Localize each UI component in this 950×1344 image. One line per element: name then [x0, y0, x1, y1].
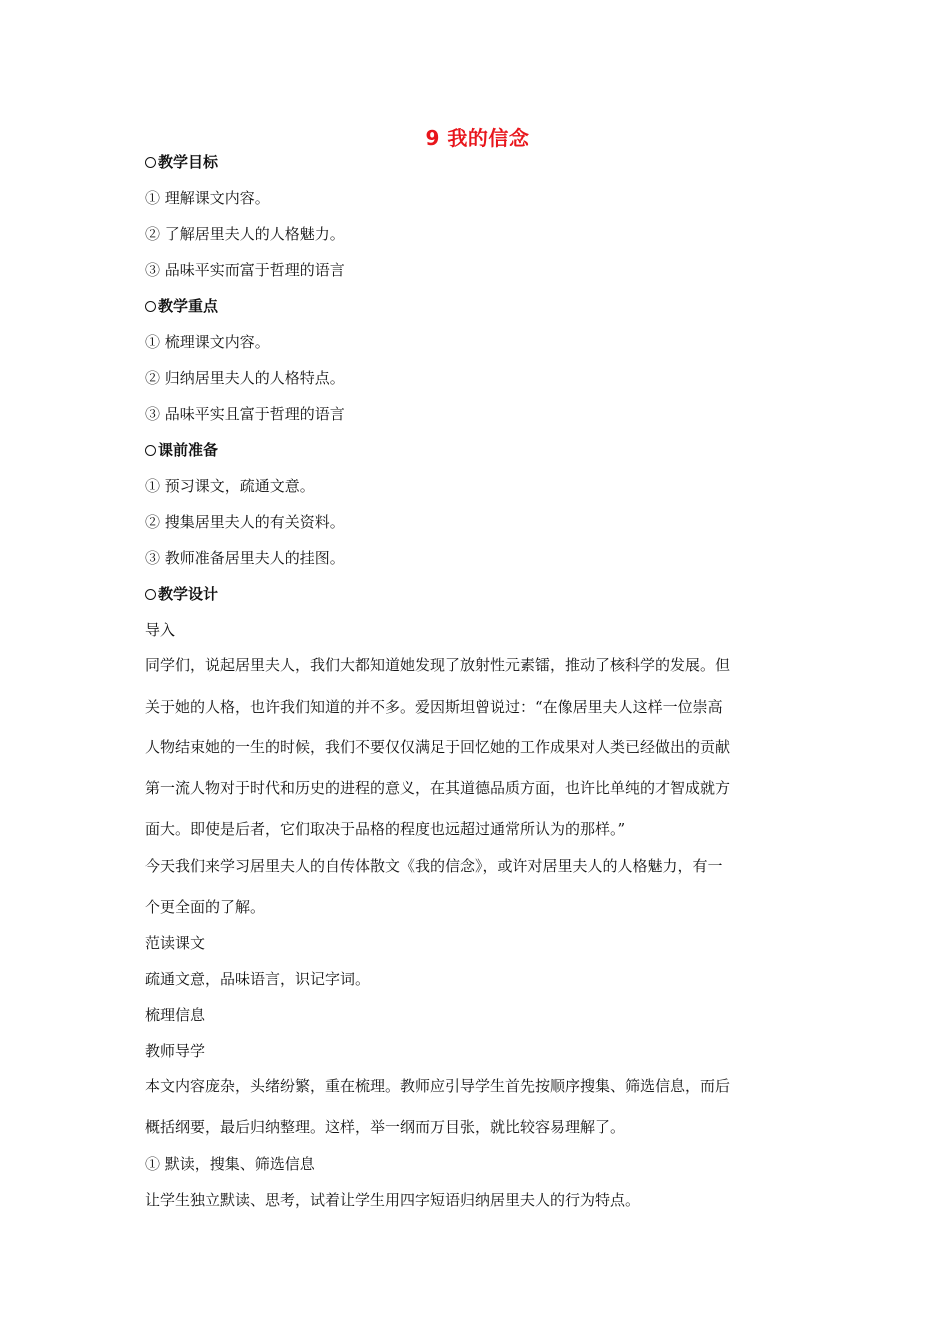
guide-label: 教师导学 [145, 1042, 206, 1060]
step1-text: 让学生独立默读、思考，试着让学生用四字短语归纳居里夫人的行为特点。 [145, 1191, 641, 1209]
section-heading-design: 教学设计 [145, 584, 810, 604]
today-paragraph-line: 个更全面的了解。 [145, 898, 266, 916]
key-point-item: ② 归纳居里夫人的人格特点。 [145, 369, 345, 387]
intro-label: 导入 [145, 621, 176, 639]
preparation-item: ② 搜集居里夫人的有关资料。 [145, 513, 345, 531]
intro-paragraph-line: 第一流人物对于时代和历史的进程的意义，在其道德品质方面，也许比单纯的才智成就方 [145, 779, 731, 797]
circle-bullet-icon [145, 301, 156, 312]
section-heading-objectives: 教学目标 [145, 152, 810, 172]
step1-label: ① 默读，搜集、筛选信息 [145, 1155, 315, 1173]
guide-paragraph-line: 概括纲要，最后归纳整理。这样，举一纲而万目张，就比较容易理解了。 [145, 1118, 626, 1136]
intro-paragraph-line: 人物结束她的一生的时候，我们不要仅仅满足于回忆她的工作成果对人类已经做出的贡献 [145, 738, 731, 756]
section-heading-key-points: 教学重点 [145, 296, 810, 316]
objective-item: ③ 品味平实而富于哲理的语言 [145, 261, 345, 279]
circle-bullet-icon [145, 157, 156, 168]
intro-paragraph-line: 关于她的人格，也许我们知道的并不多。爱因斯坦曾说过：“在像居里夫人这样一位崇高 [145, 698, 723, 716]
guide-paragraph-line: 本文内容庞杂，头绪纷繁，重在梳理。教师应引导学生首先按顺序搜集、筛选信息，而后 [145, 1077, 731, 1095]
reading-label: 范读课文 [145, 934, 206, 952]
today-paragraph-line: 今天我们来学习居里夫人的自传体散文《我的信念》，或许对居里夫人的人格魅力，有一 [145, 857, 723, 875]
circle-bullet-icon [145, 445, 156, 456]
section-heading-preparation: 课前准备 [145, 440, 810, 460]
key-point-item: ① 梳理课文内容。 [145, 333, 270, 351]
objective-item: ② 了解居里夫人的人格魅力。 [145, 225, 345, 243]
sorting-label: 梳理信息 [145, 1006, 206, 1024]
intro-paragraph-line: 面大。即使是后者，它们取决于品格的程度也远超过通常所认为的那样。” [145, 820, 626, 838]
document-title: 9 我的信念 [425, 126, 530, 150]
objective-item: ① 理解课文内容。 [145, 189, 270, 207]
preparation-item: ① 预习课文，疏通文意。 [145, 477, 315, 495]
intro-paragraph-line: 同学们，说起居里夫人，我们大都知道她发现了放射性元素镭，推动了核科学的发展。但 [145, 656, 731, 674]
reading-text: 疏通文意，品味语言，识记字词。 [145, 970, 371, 988]
key-point-item: ③ 品味平实且富于哲理的语言 [145, 405, 345, 423]
circle-bullet-icon [145, 589, 156, 600]
preparation-item: ③ 教师准备居里夫人的挂图。 [145, 549, 345, 567]
